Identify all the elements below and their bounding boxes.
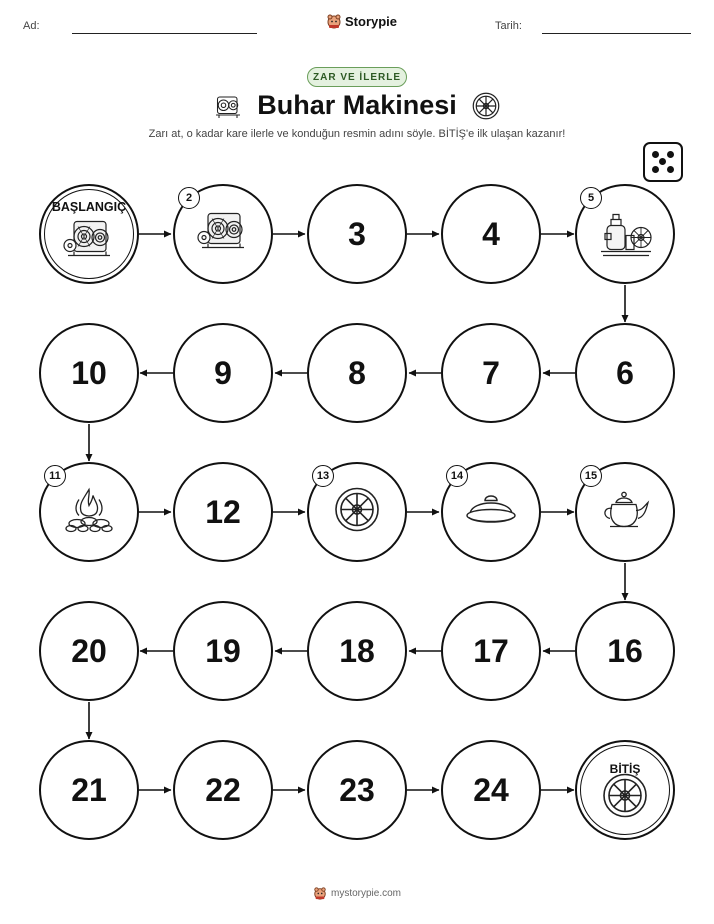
pot-lid-icon	[464, 492, 518, 533]
footer	[0, 886, 714, 900]
board-space-7[interactable]	[441, 323, 541, 423]
board-space-15[interactable]	[575, 462, 675, 562]
board-space-17[interactable]	[441, 601, 541, 701]
space-number: 12	[205, 493, 241, 530]
board-space-10[interactable]	[39, 323, 139, 423]
space-number: 17	[473, 632, 509, 669]
space-number: 18	[339, 632, 375, 669]
brand-name: Storypie	[345, 13, 398, 29]
board-space-24[interactable]	[441, 740, 541, 840]
name-label: Ad:	[23, 20, 40, 32]
board-space-5[interactable]	[575, 184, 675, 284]
board-space-11[interactable]	[39, 462, 139, 562]
space-number: 8	[348, 354, 366, 391]
start-label: BAŞLANGIÇ	[51, 200, 127, 214]
page-title: Buhar Makinesi	[257, 90, 457, 120]
steam-engine-icon	[62, 215, 116, 268]
wheel-icon	[601, 771, 649, 824]
space-number: 16	[607, 632, 643, 669]
board-space-14[interactable]	[441, 462, 541, 562]
wheel-icon	[333, 486, 381, 539]
footer-url: mystorypie.com	[330, 887, 401, 899]
space-number-badge: 5	[580, 187, 602, 209]
storypie-logo-icon	[313, 886, 327, 900]
board-space-16[interactable]	[575, 601, 675, 701]
finish-label: BİTİŞ	[609, 762, 641, 776]
board-space-4[interactable]	[441, 184, 541, 284]
date-label: Tarih:	[495, 20, 522, 32]
board-space-6[interactable]	[575, 323, 675, 423]
space-number-badge: 14	[446, 465, 468, 487]
board-space-20[interactable]	[39, 601, 139, 701]
finish-space[interactable]	[575, 740, 675, 840]
board-space-21[interactable]	[39, 740, 139, 840]
space-number: 6	[616, 354, 634, 391]
board-space-2[interactable]	[173, 184, 273, 284]
space-number-badge: 15	[580, 465, 602, 487]
board-space-8[interactable]	[307, 323, 407, 423]
space-number: 9	[214, 354, 232, 391]
board-space-9[interactable]	[173, 323, 273, 423]
board-space-18[interactable]	[307, 601, 407, 701]
space-number: 4	[482, 215, 500, 252]
space-number: 3	[348, 215, 366, 252]
space-number: 24	[473, 771, 509, 808]
game-type-badge: ZAR VE İLERLE	[307, 67, 407, 87]
space-number: 21	[71, 771, 107, 808]
board-space-22[interactable]	[173, 740, 273, 840]
steam-engine-icon	[196, 208, 250, 261]
board-space-19[interactable]	[173, 601, 273, 701]
campfire-icon	[63, 486, 115, 539]
board-space-12[interactable]	[173, 462, 273, 562]
space-number-badge: 13	[312, 465, 334, 487]
space-number: 22	[205, 771, 241, 808]
board-space-3[interactable]	[307, 184, 407, 284]
steam-machine-icon	[597, 204, 653, 265]
space-number: 23	[339, 771, 375, 808]
board-space-13[interactable]	[307, 462, 407, 562]
instructions: Zarı at, o kadar kare ilerle ve konduğun resmin adını söyle. BİTİŞ'e ilk ulaşan kazanır!	[148, 128, 566, 140]
teapot-icon	[598, 489, 652, 536]
space-number: 19	[205, 632, 241, 669]
start-space[interactable]	[39, 184, 139, 284]
space-number-badge: 11	[44, 465, 66, 487]
space-number-badge: 2	[178, 187, 200, 209]
space-number: 7	[482, 354, 500, 391]
space-number: 20	[71, 632, 107, 669]
board-space-23[interactable]	[307, 740, 407, 840]
space-number: 10	[71, 354, 107, 391]
